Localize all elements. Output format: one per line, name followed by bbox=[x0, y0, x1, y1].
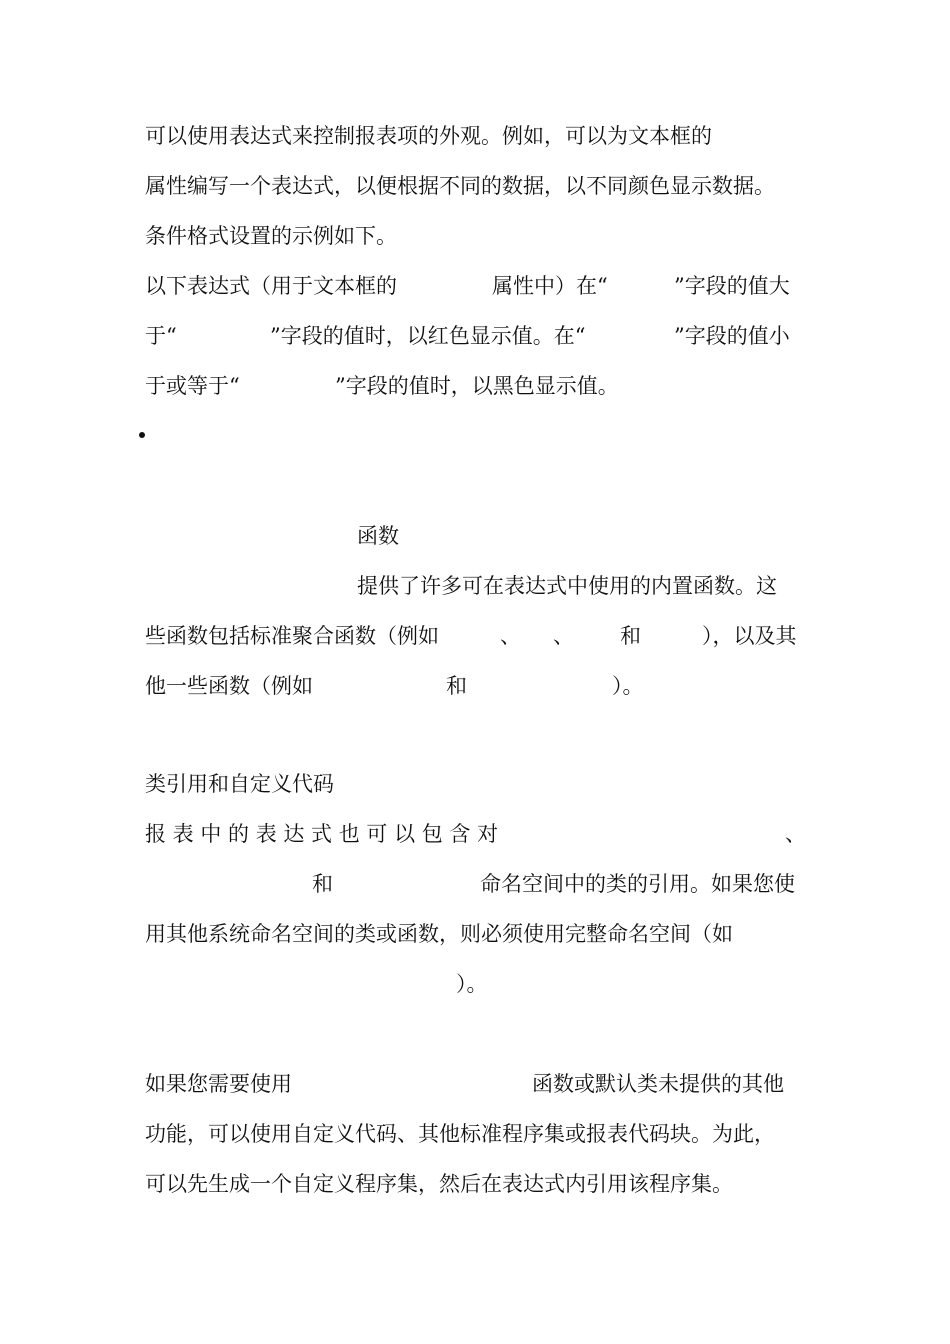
functions-and2: 和 bbox=[446, 674, 467, 698]
custom-line3: 可以先生成一个自定义程序集，然后在表达式内引用该程序集。 bbox=[145, 1172, 733, 1196]
functions-sep1: 、 bbox=[500, 624, 521, 648]
paragraph2-line3a: 于或等于“ bbox=[145, 374, 240, 398]
paragraph2-line1c: ”字段的值大 bbox=[674, 274, 790, 298]
functions-and1: 和 bbox=[620, 624, 641, 648]
class-line1a: 报 表 中 的 表 达 式 也 可 以 包 含 对 bbox=[145, 822, 499, 846]
class-line3: 用其他系统命名空间的类或函数，则必须使用完整命名空间（如 bbox=[145, 922, 733, 946]
custom-line1b: 函数或默认类未提供的其他 bbox=[532, 1072, 784, 1096]
class-heading: 类引用和自定义代码 bbox=[145, 772, 334, 796]
functions-line2b: ），以及其 bbox=[702, 624, 797, 648]
custom-line1a: 如果您需要使用 bbox=[145, 1072, 292, 1096]
class-line1b: 、 bbox=[785, 822, 806, 846]
class-line2a: 和 bbox=[312, 872, 333, 896]
custom-line2: 功能，可以使用自定义代码、其他标准程序集或报表代码块。为此， bbox=[145, 1122, 775, 1146]
bullet-point bbox=[139, 432, 145, 438]
paragraph1-line3: 条件格式设置的示例如下。 bbox=[145, 224, 397, 248]
paragraph2-line2c: ”字段的值小 bbox=[674, 324, 790, 348]
paragraph2-line2a: 于“ bbox=[145, 324, 177, 348]
functions-line1: 提供了许多可在表达式中使用的内置函数。这 bbox=[357, 574, 777, 598]
functions-line2a: 些函数包括标准聚合函数（例如 bbox=[145, 624, 439, 648]
class-line2b: 命名空间中的类的引用。如果您使 bbox=[480, 872, 795, 896]
functions-heading: 函数 bbox=[357, 524, 399, 548]
paragraph1-line2: 属性编写一个表达式，以便根据不同的数据，以不同颜色显示数据。 bbox=[145, 174, 775, 198]
functions-line3a: 他一些函数（例如 bbox=[145, 674, 313, 698]
paragraph2-line1b: 属性中）在“ bbox=[492, 274, 608, 298]
paragraph2-line3b: ”字段的值时，以黑色显示值。 bbox=[335, 374, 619, 398]
paragraph2-line2b: ”字段的值时，以红色显示值。在“ bbox=[270, 324, 586, 348]
paragraph2-line1a: 以下表达式（用于文本框的 bbox=[145, 274, 397, 298]
functions-sep2: 、 bbox=[553, 624, 574, 648]
functions-line3b: ）。 bbox=[612, 674, 644, 698]
paragraph1-line1: 可以使用表达式来控制报表项的外观。例如，可以为文本框的 bbox=[145, 124, 712, 148]
class-line4: ）。 bbox=[456, 972, 488, 996]
